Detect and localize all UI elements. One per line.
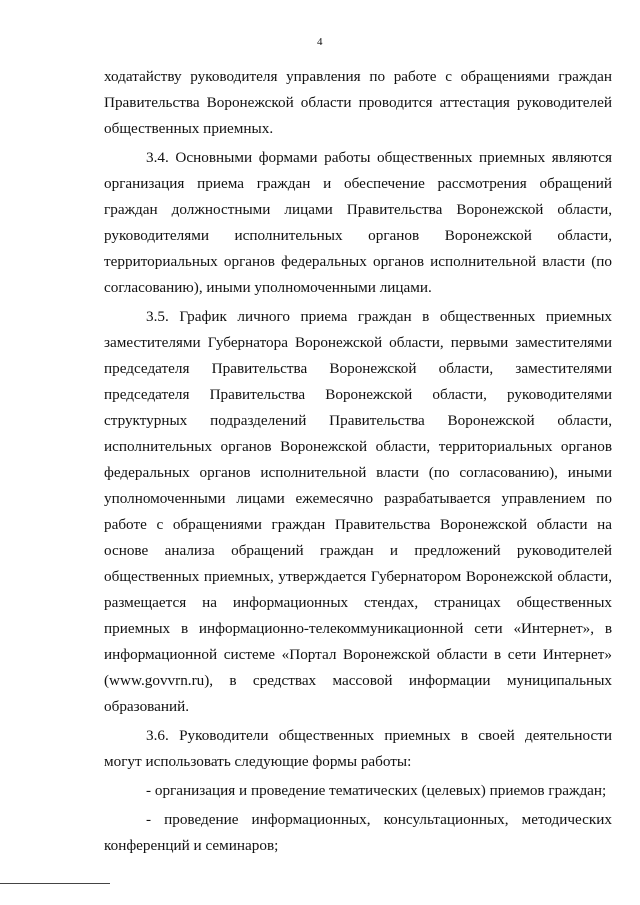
paragraph-3-6: 3.6. Руководители общественных приемных в своей деятельности могут использовать следующие формы работы: [104, 727, 612, 770]
paragraph-3-5: 3.5. График личного приема граждан в общественных приемных заместителями Губернатора Воронежской области, первыми заместителями председателя Правительства Воронежской области, заместителями председателя Правительства Воронежской области, руководителями структурных подразделений Правительства Воронежской области, исполнительных органов Воронежской области, территориальных органов федеральных органов исполнительной власти (по согласованию), иными уполномоченными лицами ежемесячно разрабатывается управлением по работе с обращениями граждан Правительства Воронежской области на основе анализа обращений граждан и предложений руководителей общественных приемных, утверждается Губернатором Воронежской области, размещается на информационных стендах, страницах общественных приемных в информационно-телекоммуникационной сети «Интернет», в информационной системе «Портал Воронежской области в сети Интернет» (www.govvrn.ru), в средствах массовой информации муниципальных образований. [104, 308, 612, 715]
document-body [104, 64, 612, 862]
list-item-thematic-receptions: - организация и проведение тематических (целевых) приемов граждан; [146, 782, 607, 799]
page-number: 4 [317, 36, 323, 48]
paragraph-continuation: ходатайству руководителя управления по работе с обращениями граждан Правительства Воронежской области проводится аттестация руководителей общественных приемных. [104, 68, 612, 137]
list-item-conferences-seminars: - проведение информационных, консультационных, методических конференций и семинаров; [104, 811, 612, 854]
paragraph-3-4: 3.4. Основными формами работы общественных приемных являются организация приема граждан и обеспечение рассмотрения обращений граждан должностными лицами Правительства Воронежской области, руководителями исполнительных органов Воронежской области, территориальных органов федеральных органов исполнительной власти (по согласованию), иными уполномоченными лицами. [104, 149, 612, 296]
footer-rule [0, 883, 110, 884]
